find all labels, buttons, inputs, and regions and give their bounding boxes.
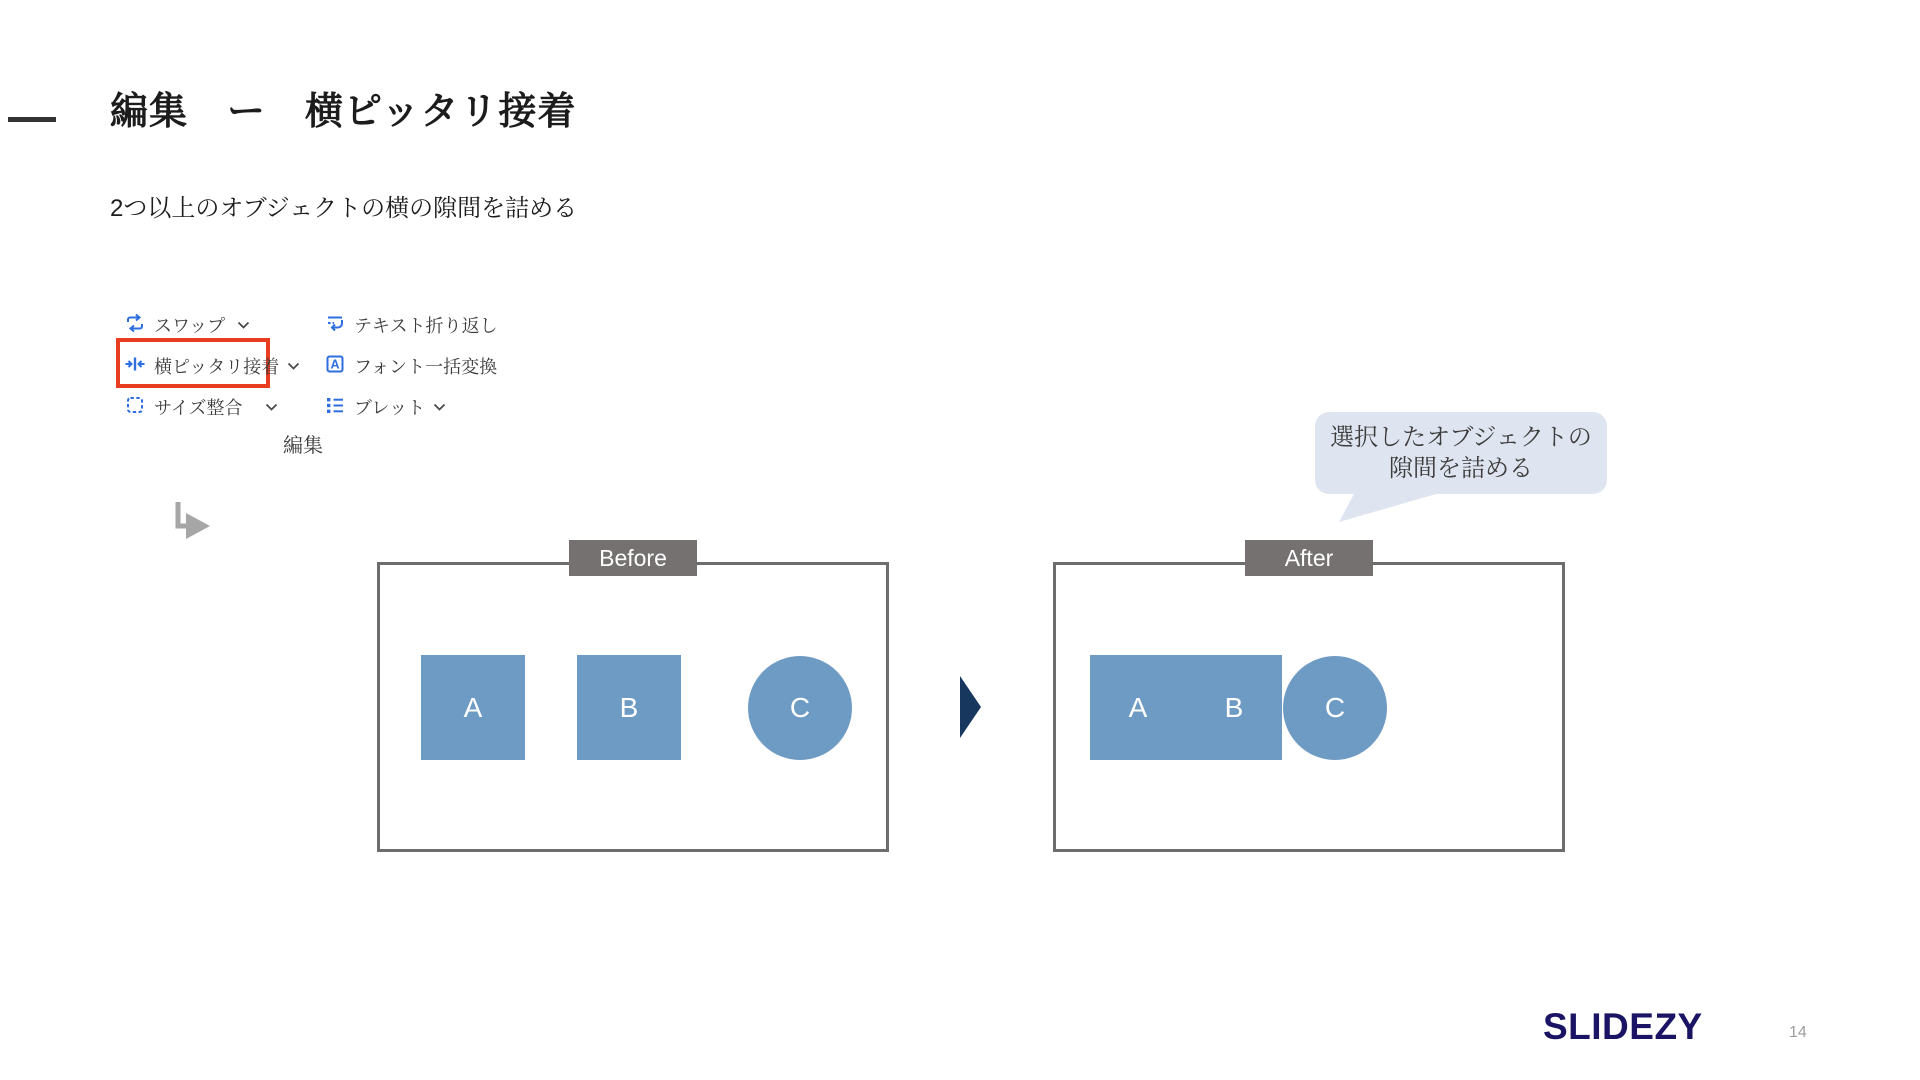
horizontal-snap-icon bbox=[125, 354, 145, 379]
elbow-arrow-icon bbox=[172, 500, 212, 542]
ribbon-button-font-batch-convert[interactable] bbox=[325, 354, 497, 378]
ribbon-button-label: ブレット bbox=[354, 398, 426, 418]
font-batch-convert-icon bbox=[325, 354, 345, 379]
callout-tail bbox=[1333, 492, 1443, 524]
svg-text:A: A bbox=[330, 357, 340, 372]
shape-c: C bbox=[748, 656, 852, 760]
callout-text-line2: 隙間を詰める bbox=[1389, 455, 1533, 482]
ribbon-button-text-wrap[interactable] bbox=[325, 313, 498, 337]
ribbon-button-label: テキスト折り返し bbox=[354, 316, 498, 336]
page-title: 編集 ー 横ピッタリ接着 bbox=[110, 91, 577, 133]
title-accent-dash bbox=[8, 117, 56, 122]
before-label: Before bbox=[569, 540, 697, 576]
text-wrap-icon bbox=[325, 313, 345, 338]
swap-icon bbox=[125, 313, 145, 338]
ribbon-group-label: 編集 bbox=[283, 435, 323, 457]
ribbon-button-label: フォント一括変換 bbox=[354, 357, 498, 377]
before-panel bbox=[377, 544, 889, 852]
callout-text-line1: 選択したオブジェクトの bbox=[1330, 424, 1592, 451]
ribbon-button-label: スワップ bbox=[154, 316, 226, 336]
after-panel bbox=[1053, 544, 1565, 852]
size-match-icon bbox=[125, 395, 145, 420]
ribbon-button-label: サイズ整合 bbox=[154, 398, 243, 418]
page-subtitle: 2つ以上のオブジェクトの横の隙間を詰める bbox=[110, 195, 578, 222]
right-arrow-icon bbox=[960, 676, 984, 740]
shape-c: C bbox=[1283, 656, 1387, 760]
chevron-down-icon[interactable] bbox=[433, 403, 446, 412]
ribbon-button-horizontal-snap[interactable] bbox=[125, 354, 279, 378]
after-label: After bbox=[1245, 540, 1373, 576]
page-number: 14 bbox=[1789, 1024, 1807, 1041]
callout-bubble bbox=[1315, 412, 1607, 494]
bullet-list-icon bbox=[325, 395, 345, 420]
ribbon-button-bullet-list[interactable] bbox=[325, 395, 425, 419]
chevron-down-icon[interactable] bbox=[265, 403, 278, 412]
slidezy-logo: SLIDEZY bbox=[1543, 1006, 1703, 1047]
ribbon-button-swap[interactable] bbox=[125, 313, 225, 337]
chevron-down-icon[interactable] bbox=[287, 362, 300, 371]
ribbon-button-size-match[interactable] bbox=[125, 395, 243, 419]
ribbon-button-label: 横ピッタリ接着 bbox=[154, 357, 280, 377]
shape-a: A bbox=[1090, 655, 1186, 760]
chevron-down-icon[interactable] bbox=[237, 321, 250, 330]
shape-b: B bbox=[1186, 655, 1282, 760]
shape-b: B bbox=[577, 655, 681, 760]
shape-a: A bbox=[421, 655, 525, 760]
